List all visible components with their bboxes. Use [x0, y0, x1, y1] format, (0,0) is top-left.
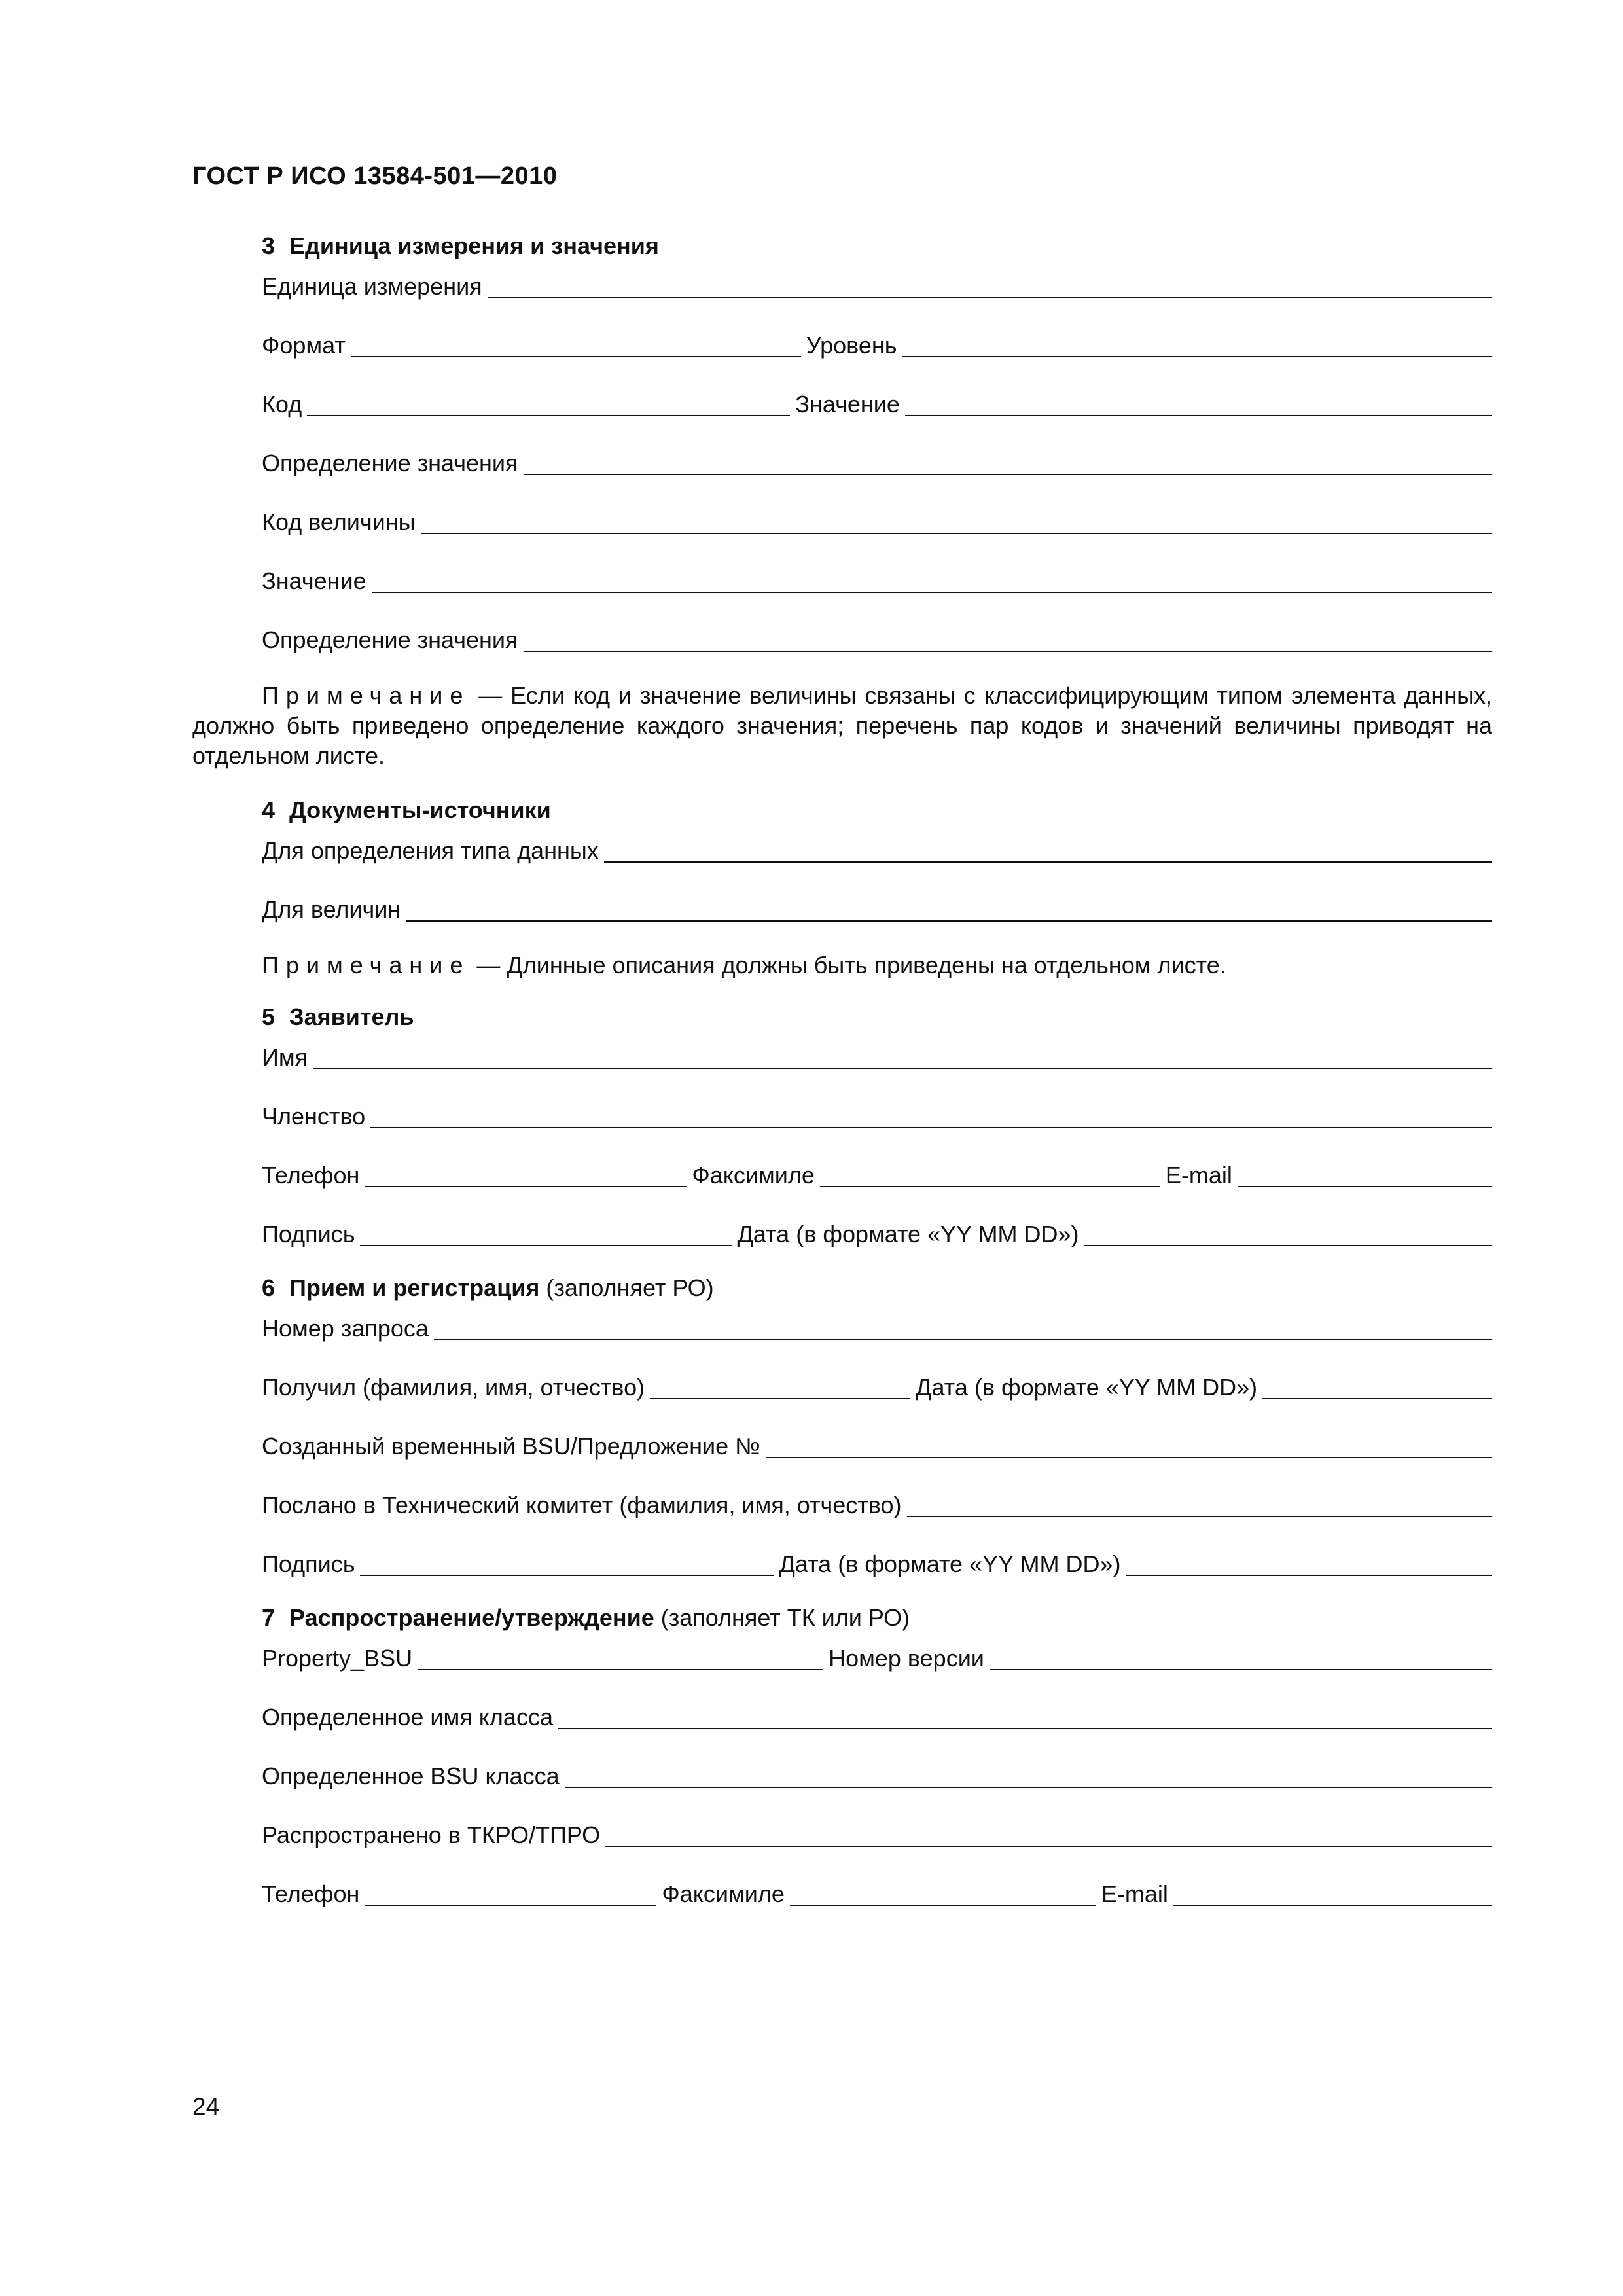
datatype-def-field[interactable] — [604, 838, 1492, 863]
note-text: — Длинные описания должны быть приведены на отдельном листе. — [470, 952, 1226, 978]
section-title-text: Документы-источники — [289, 797, 551, 823]
sent-to-tc-label: Послано в Технический комитет (фамилия, имя, отчество) — [262, 1492, 902, 1518]
page-number: 24 — [192, 2093, 220, 2120]
format-label: Формат — [262, 332, 346, 359]
row-class-bsu — [262, 1758, 1492, 1789]
temp-bsu-field[interactable] — [766, 1433, 1492, 1458]
request-number-field[interactable] — [434, 1316, 1492, 1340]
section-title-text: Единица измерения и значения — [289, 232, 659, 259]
row-distributed-to — [262, 1817, 1492, 1848]
date2-field[interactable] — [1126, 1551, 1492, 1576]
signature-label: Подпись — [262, 1551, 355, 1577]
datatype-def-label: Для определения типа данных — [262, 837, 599, 864]
class-bsu-field[interactable] — [565, 1763, 1492, 1788]
quantity-code-field[interactable] — [421, 509, 1493, 534]
row-value2 — [262, 563, 1492, 594]
unit-field[interactable] — [488, 274, 1492, 298]
row-value-definition — [262, 445, 1492, 476]
phone-label: Телефон — [262, 1162, 360, 1189]
row-property-bsu — [262, 1640, 1492, 1672]
code-label: Код — [262, 391, 302, 418]
membership-field[interactable] — [370, 1103, 1492, 1128]
row-sent-to-tc — [262, 1487, 1492, 1518]
row-class-name — [262, 1699, 1492, 1731]
section-number: 3 — [262, 232, 276, 259]
value-definition2-label: Определение значения — [262, 626, 518, 653]
level-label: Уровень — [806, 332, 897, 359]
value-definition-field[interactable] — [524, 450, 1493, 475]
row-membership — [262, 1098, 1492, 1130]
email-label: E-mail — [1165, 1162, 1232, 1189]
phone-field[interactable] — [365, 1881, 656, 1906]
value2-label: Значение — [262, 567, 366, 594]
distributed-to-field[interactable] — [605, 1822, 1492, 1847]
section-hint: (заполняет РО) — [539, 1274, 714, 1301]
fax-field[interactable] — [790, 1881, 1096, 1906]
section-title-text: Заявитель — [289, 1003, 414, 1030]
signature-label: Подпись — [262, 1221, 355, 1247]
email-field[interactable] — [1238, 1162, 1492, 1187]
page-header: ГОСТ Р ИСО 13584-501—2010 — [192, 162, 558, 190]
fax-field[interactable] — [820, 1162, 1160, 1187]
phone-field[interactable] — [365, 1162, 687, 1187]
temp-bsu-label: Созданный временный BSU/Предложение № — [262, 1433, 760, 1460]
name-label: Имя — [262, 1044, 308, 1071]
row-quantities — [262, 891, 1492, 923]
row-signature-date — [262, 1216, 1492, 1247]
section-number: 5 — [262, 1003, 276, 1030]
quantities-label: Для величин — [262, 896, 401, 923]
email-field[interactable] — [1173, 1881, 1492, 1906]
section-4-note — [262, 950, 1492, 980]
row-received-by — [262, 1369, 1492, 1401]
value-definition-label: Определение значения — [262, 450, 518, 476]
name-field[interactable] — [313, 1045, 1492, 1069]
row-signature-date2 — [262, 1546, 1492, 1577]
unit-label: Единица измерения — [262, 273, 482, 300]
section-6-title — [262, 1275, 1492, 1310]
class-name-field[interactable] — [558, 1704, 1492, 1729]
row-request-number — [262, 1310, 1492, 1342]
received-by-field[interactable] — [650, 1374, 910, 1399]
section-3-title — [262, 233, 1492, 268]
date-field[interactable] — [1084, 1221, 1492, 1246]
phone-label: Телефон — [262, 1880, 360, 1907]
date-label: Дата (в формате «YY MM DD») — [737, 1221, 1079, 1247]
received-by-label: Получил (фамилия, имя, отчество) — [262, 1374, 645, 1401]
property-bsu-field[interactable] — [418, 1645, 823, 1670]
row-name — [262, 1039, 1492, 1071]
quantities-field[interactable] — [406, 897, 1492, 922]
section-title-text: Прием и регистрация — [289, 1274, 540, 1301]
note-text: — Если код и значение величины связаны с классифицирующим типом элемента данных, должно быть приведено определение каждого значения; перечень пар кодов и значений величины приводят на отдельном листе. — [192, 682, 1492, 769]
note-word: Примечание — [262, 952, 471, 978]
section-hint: (заполняет ТК или РО) — [654, 1604, 910, 1631]
section-number: 4 — [262, 797, 276, 823]
row-contacts2 — [262, 1876, 1492, 1907]
section-title-text: Распространение/утверждение — [289, 1604, 654, 1631]
row-format-level — [262, 327, 1492, 359]
date2-label: Дата (в формате «YY MM DD») — [779, 1551, 1121, 1577]
membership-label: Членство — [262, 1103, 366, 1130]
property-bsu-label: Property_BSU — [262, 1645, 413, 1672]
section-7-title — [262, 1605, 1492, 1640]
registration-form — [192, 228, 1492, 1935]
version-number-label: Номер версии — [829, 1645, 984, 1672]
class-name-label: Определенное имя класса — [262, 1704, 553, 1731]
format-field[interactable] — [351, 332, 801, 357]
code-field[interactable] — [307, 391, 790, 416]
section-number: 7 — [262, 1604, 276, 1631]
signature-field[interactable] — [360, 1551, 774, 1576]
section-5-title — [262, 1004, 1492, 1039]
row-contacts — [262, 1157, 1492, 1189]
request-number-label: Номер запроса — [262, 1315, 429, 1342]
row-code-value — [262, 386, 1492, 418]
section-number: 6 — [262, 1274, 276, 1301]
date-label: Дата (в формате «YY MM DD») — [916, 1374, 1258, 1401]
row-temp-bsu — [262, 1428, 1492, 1460]
section-4-title — [262, 797, 1492, 833]
section-3-note — [192, 681, 1492, 771]
value-label: Значение — [795, 391, 900, 418]
email-label: E-mail — [1101, 1880, 1168, 1907]
fax-label: Факсимиле — [692, 1162, 815, 1189]
row-value-definition2 — [262, 622, 1492, 653]
value-field[interactable] — [905, 391, 1492, 416]
distributed-to-label: Распространено в ТКРО/ТПРО — [262, 1821, 601, 1848]
row-quantity-code — [262, 504, 1492, 535]
value-definition2-field[interactable] — [524, 627, 1493, 652]
value2-field[interactable] — [372, 568, 1492, 593]
note-word: Примечание — [262, 682, 471, 709]
date-field[interactable] — [1262, 1374, 1492, 1399]
version-number-field[interactable] — [990, 1645, 1492, 1670]
level-field[interactable] — [902, 332, 1492, 357]
fax-label: Факсимиле — [662, 1880, 785, 1907]
signature-field[interactable] — [360, 1221, 732, 1246]
quantity-code-label: Код величины — [262, 509, 416, 535]
row-unit — [262, 268, 1492, 300]
sent-to-tc-field[interactable] — [907, 1492, 1492, 1517]
class-bsu-label: Определенное BSU класса — [262, 1763, 560, 1789]
row-datatype-def — [262, 833, 1492, 864]
